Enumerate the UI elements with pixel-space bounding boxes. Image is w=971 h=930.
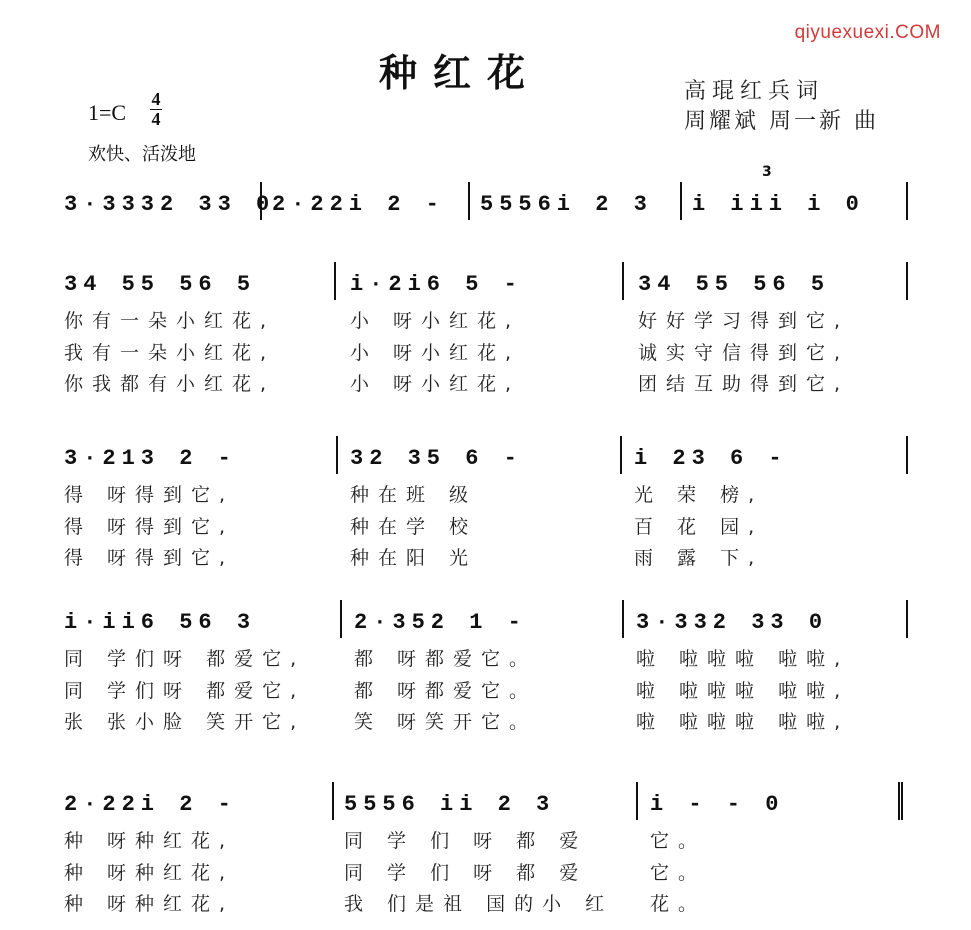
- measure: 5556 ii 2 3: [344, 792, 556, 817]
- lyric-line: 同 学们呀 都爱它,: [64, 680, 306, 702]
- lyric-line: 好好学习得到它,: [638, 310, 850, 332]
- measure: i 23 6 -: [634, 446, 788, 471]
- measure: 3·213 2 -: [64, 446, 237, 471]
- barline: [906, 436, 908, 474]
- lyric-line: 雨 露 下,: [634, 547, 764, 569]
- notation-row: [60, 440, 910, 484]
- measure: i - - 0: [650, 792, 785, 817]
- lyric-line: 同 学 们 呀 都 爱: [344, 862, 588, 884]
- lyric-line: 你我都有小红花,: [64, 373, 276, 395]
- lyric-line: 种 呀种红花,: [64, 830, 235, 852]
- lyric-line: 啦 啦啦啦 啦啦,: [636, 648, 850, 670]
- notation-row: [60, 266, 910, 310]
- barline: [336, 436, 338, 474]
- key-signature: 1=C: [88, 100, 127, 125]
- measure: 34 55 56 5: [638, 272, 831, 297]
- time-signature: [150, 90, 162, 129]
- final-barline: [898, 782, 909, 820]
- barline: [906, 600, 908, 638]
- lyric-line: 它。: [650, 862, 707, 884]
- barline: [680, 182, 682, 220]
- barline: [334, 262, 336, 300]
- measure: i·2i6 5 -: [350, 272, 523, 297]
- lyric-line: 诚实守信得到它,: [638, 342, 850, 364]
- notation-row: [60, 164, 910, 230]
- lyric-line: 张 张小脸 笑开它,: [64, 711, 306, 733]
- barline: [620, 436, 622, 474]
- barline: [468, 182, 470, 220]
- measure: 5556i 2 3: [480, 192, 653, 217]
- lyricist-credit: 高琨红兵词: [684, 79, 825, 104]
- measure: 2·22i 2 -: [64, 792, 237, 817]
- barline: [906, 262, 908, 300]
- barline: [906, 182, 908, 220]
- barline: [622, 262, 624, 300]
- lyric-line: 啦 啦啦啦 啦啦,: [636, 711, 850, 733]
- notation-row: [60, 604, 910, 648]
- measure: i iii i 0: [692, 192, 865, 217]
- lyric-line: 种在班 级: [350, 484, 478, 506]
- lyric-line: 种 呀种红花,: [64, 862, 235, 884]
- lyric-line: 小 呀小红花,: [350, 342, 521, 364]
- lyric-line: 它。: [650, 830, 707, 852]
- lyric-line: 得 呀得到它,: [64, 547, 235, 569]
- lyric-line: 我有一朵小红花,: [64, 342, 276, 364]
- lyric-line: 都 呀都爱它。: [354, 680, 538, 702]
- composer-credit: 周耀斌 周一新 曲: [684, 109, 879, 134]
- lyric-line: 花。: [650, 893, 707, 915]
- lyric-line: 都 呀都爱它。: [354, 648, 538, 670]
- measure: 3·332 33 0: [636, 610, 829, 635]
- lyric-line: 小 呀小红花,: [350, 310, 521, 332]
- barline: [260, 182, 262, 220]
- time-signature-top: 4: [151, 89, 161, 109]
- measure: i·ii6 56 3: [64, 610, 257, 635]
- lyric-line: 得 呀得到它,: [64, 516, 235, 538]
- notation-row: [60, 786, 910, 830]
- song-title: 种红花: [378, 50, 541, 95]
- lyric-line: 得 呀得到它,: [64, 484, 235, 506]
- measure: 3·3332 33 0: [64, 192, 276, 217]
- lyric-line: 你有一朵小红花,: [64, 310, 276, 332]
- lyric-line: 百 花 园,: [634, 516, 764, 538]
- measure: 32 35 6 -: [350, 446, 523, 471]
- lyric-line: 笑 呀笑开它。: [354, 711, 538, 733]
- lyric-line: 团结互助得到它,: [638, 373, 850, 395]
- lyric-line: 同 学们呀 都爱它,: [64, 648, 306, 670]
- lyric-line: 我 们是祖 国的小 红: [344, 893, 614, 915]
- measure: 34 55 56 5: [64, 272, 257, 297]
- barline: [622, 600, 624, 638]
- tempo-marking: 欢快、活泼地: [88, 144, 196, 165]
- time-signature-bottom: 4: [151, 109, 161, 129]
- lyric-line: 同 学 们 呀 都 爱: [344, 830, 588, 852]
- lyric-line: 光 荣 榜,: [634, 484, 764, 506]
- lyric-line: 啦 啦啦啦 啦啦,: [636, 680, 850, 702]
- measure: 2·22i 2 -: [272, 192, 445, 217]
- barline: [340, 600, 342, 638]
- barline: [636, 782, 638, 820]
- watermark: qiyuexuexi.COM: [794, 22, 941, 43]
- lyric-line: 种在阳 光: [350, 547, 478, 569]
- barline: [332, 782, 334, 820]
- lyric-line: 小 呀小红花,: [350, 373, 521, 395]
- lyric-line: 种在学 校: [350, 516, 478, 538]
- tuplet-mark: 3: [762, 164, 772, 180]
- lyric-line: 种 呀种红花,: [64, 893, 235, 915]
- measure: 2·352 1 -: [354, 610, 527, 635]
